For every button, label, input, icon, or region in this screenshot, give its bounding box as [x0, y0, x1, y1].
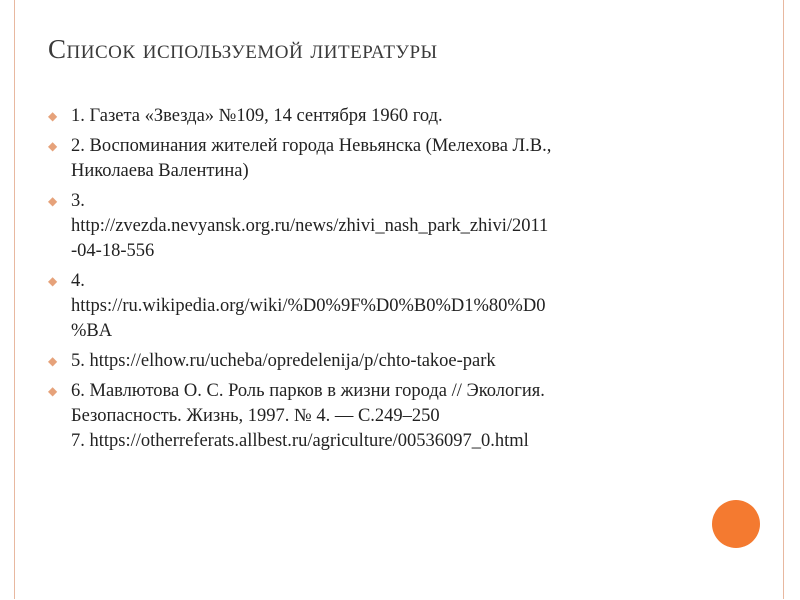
- reference-list: [48, 104, 708, 459]
- reference-text: 6. Мавлютова О. С. Роль парков в жизни города // Экология.: [71, 381, 545, 401]
- reference-text: 1. Газета «Звезда» №109, 14 сентября 1960 год.: [71, 106, 443, 126]
- reference-item-2: [48, 134, 708, 184]
- reference-text: 4.: [71, 271, 85, 291]
- reference-link[interactable]: -04-18-556: [71, 241, 155, 261]
- reference-text: Николаева Валентина): [71, 161, 249, 181]
- reference-link[interactable]: 7. https://otherreferats.allbest.ru/agriculture/00536097_0.html: [71, 431, 529, 451]
- diamond-bullet-icon: ◆: [48, 384, 58, 398]
- reference-link[interactable]: %BA: [71, 321, 113, 341]
- diamond-bullet-icon: ◆: [48, 354, 58, 368]
- decorative-orange-circle: [712, 500, 760, 548]
- slide-title: Список используемой литературы: [48, 34, 438, 64]
- reference-item-1: [48, 104, 708, 129]
- reference-item-3: [48, 189, 708, 264]
- reference-link[interactable]: 5. https://elhow.ru/ucheba/opredelenija/p/chto-takoe-park: [71, 351, 496, 371]
- reference-link[interactable]: http://zvezda.nevyansk.org.ru/news/zhivi_nash_park_zhivi/2011: [71, 216, 549, 236]
- diamond-bullet-icon: ◆: [48, 139, 58, 153]
- reference-text: 2. Воспоминания жителей города Невьянска (Мелехова Л.В.,: [71, 136, 552, 156]
- reference-text: 3.: [71, 191, 85, 211]
- reference-item-6: [48, 379, 708, 454]
- diamond-bullet-icon: ◆: [48, 109, 58, 123]
- diamond-bullet-icon: ◆: [48, 194, 58, 208]
- reference-item-5: [48, 349, 708, 374]
- diamond-bullet-icon: ◆: [48, 274, 58, 288]
- reference-link[interactable]: https://ru.wikipedia.org/wiki/%D0%9F%D0%B0%D1%80%D0: [71, 296, 546, 316]
- reference-text: Безопасность. Жизнь, 1997. № 4. — С.249–250: [71, 406, 440, 426]
- reference-item-4: [48, 269, 708, 344]
